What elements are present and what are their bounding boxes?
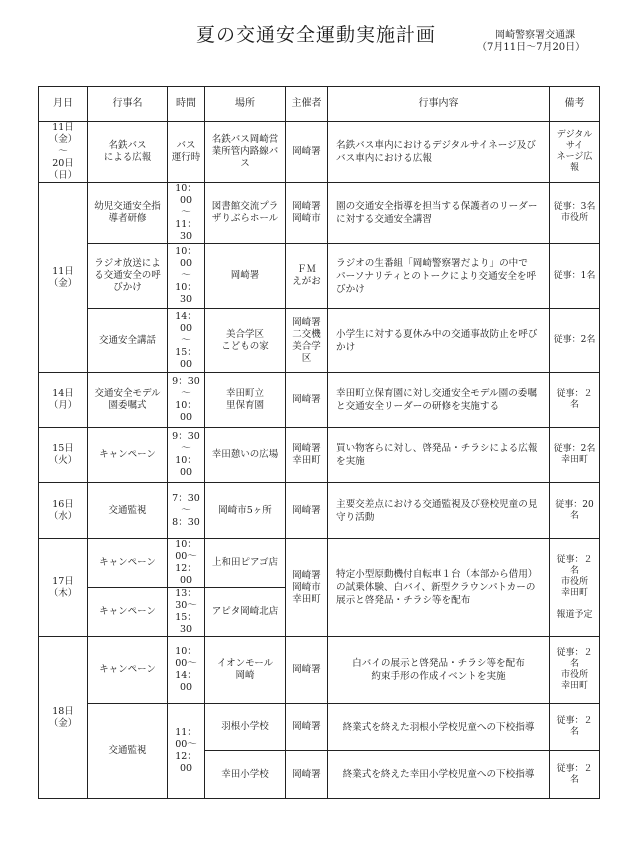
column-header-date: 月日 [39,87,88,122]
content-text: 終業式を終えた羽根小学校児童への下校指導 [342,721,535,733]
cell-event: 交通安全講話 [88,309,168,373]
cell-place: 岡崎市5ヶ所 [205,483,286,539]
table-row [39,244,600,309]
cell-event: キャンペーン [88,637,168,704]
cell-place: 上和田ピアゴ店 [205,539,286,588]
cell-note: デジタルサイ ネージ広報 [550,122,600,183]
table-row [39,539,600,588]
cell-event: 交通監視 [88,483,168,539]
column-header-note: 備考 [550,87,600,122]
cell-note: 従事：２名 [550,704,600,751]
cell-organizer: 岡崎署 岡崎市 幸田町 [286,539,328,637]
cell-place: 羽根小学校 [205,704,286,751]
cell-place: 幸田憩いの広場 [205,428,286,483]
cell-place: 岡崎署 [205,244,286,309]
cell-organizer: 岡崎署 岡崎市 [286,183,328,244]
organization-name: 岡崎警察署交通課 [495,30,576,41]
cell-content: 幸田町立保育園に対し交通安全モデル園の委嘱 と交通安全リーダーの研修を実施する [328,373,550,428]
cell-time: 10：00～ 14：00 [168,637,205,704]
cell-time: 9：30 ～ 10：00 [168,428,205,483]
cell-organizer: 岡崎署 [286,637,328,704]
issuing-organization [477,30,586,54]
cell-date: 16日（水） [39,483,88,539]
cell-note: 従事：2名 [550,309,600,373]
cell-time: 7：30 ～ 8：30 [168,483,205,539]
cell-organizer: 岡崎署 [286,704,328,751]
table-row [39,122,600,183]
cell-date: 18日（金） [39,637,88,799]
cell-note: 従事：２名 [550,373,600,428]
table-row [39,428,600,483]
cell-time: バス 運行時 [168,122,205,183]
cell-time: 10：00 ～ 10：30 [168,244,205,309]
cell-content: 買い物客らに対し、啓発品・チラシによる広報 を実施 [328,428,550,483]
cell-event: ラジオ放送によ る交通安全の呼 びかけ [88,244,168,309]
cell-place: 図書館交流プラ ザりぶらホール [205,183,286,244]
cell-date: 15日（火） [39,428,88,483]
cell-organizer: 岡崎署 幸田町 [286,428,328,483]
cell-time: 11：00～ 12：00 [168,704,205,799]
column-header-place: 場所 [205,87,286,122]
cell-time: 10：00～ 12：00 [168,539,205,588]
cell-organizer: 岡崎署 [286,751,328,799]
cell-time: 14：00 ～ 15：00 [168,309,205,373]
cell-note: 従事：２名 市役所 幸田町 [550,637,600,704]
cell-event: 幼児交通安全指 導者研修 [88,183,168,244]
content-text: 終業式を終えた幸田小学校児童への下校指導 [342,769,535,780]
table-row [39,483,600,539]
cell-note: 従事：20名 [550,483,600,539]
cell-content: 名鉄バス車内におけるデジタルサイネージ及び バス車内における広報 [328,122,550,183]
cell-date: 11日（金） [39,183,88,373]
table-header-row [39,87,600,122]
table-row [39,309,600,373]
cell-date: 11日（金） ～ 20日（日） [39,122,88,183]
cell-date: 17日（木） [39,539,88,637]
cell-content: 園の交通安全指導を担当する保護者のリーダー に対する交通安全講習 [328,183,550,244]
cell-content [328,637,550,704]
cell-event: キャンペーン [88,428,168,483]
content-text: 白バイの展示と啓発品・チラシ等を配布 約束手形の作成イベントを実施 [352,658,525,682]
cell-content: 主要交差点における交通監視及び登校児童の見 守り活動 [328,483,550,539]
cell-note: 従事：２名 [550,751,600,799]
column-header-event: 行事名 [88,87,168,122]
cell-content: ラジオの生番組「岡崎警察署だより」の中で パーソナリティとのトークにより交通安全を呼 びかけ [328,244,550,309]
column-header-time: 時間 [168,87,205,122]
table-row [39,637,600,704]
cell-event: キャンペーン [88,539,168,588]
cell-time: 10：00 ～ 11：30 [168,183,205,244]
cell-organizer: 岡崎署 二交機 美合学区 [286,309,328,373]
cell-organizer: ＦＭ えがお [286,244,328,309]
cell-note: 従事：2名 幸田町 [550,428,600,483]
cell-content [328,751,550,799]
cell-content: 特定小型原動機付自転車１台（本部から借用） の試乗体験、白バイ、新型クラウンパトカーの 展示と啓発品・チラシ等を配布 [328,539,550,637]
cell-event: 交通安全モデル 園委嘱式 [88,373,168,428]
cell-organizer: 岡崎署 [286,373,328,428]
cell-place: アピタ岡崎北店 [205,588,286,637]
cell-place: 幸田小学校 [205,751,286,799]
cell-organizer: 岡崎署 [286,122,328,183]
cell-place: 名鉄バス岡崎営 業所管内路線バ ス [205,122,286,183]
cell-place: イオンモール 岡崎 [205,637,286,704]
cell-note: 従事：3名 市役所 [550,183,600,244]
cell-content [328,704,550,751]
cell-place: 幸田町立 里保育園 [205,373,286,428]
cell-time: 9：30 ～ 10：00 [168,373,205,428]
cell-organizer: 岡崎署 [286,483,328,539]
cell-note: 従事：２名 市役所 幸田町 報道予定 [550,539,600,637]
cell-note: 従事：1名 [550,244,600,309]
table-row [39,183,600,244]
campaign-period: （7月11日～7月20日） [477,42,586,53]
cell-time: 13：30～ 15：30 [168,588,205,637]
cell-event: 名鉄バス による広報 [88,122,168,183]
cell-content: 小学生に対する夏休み中の交通事故防止を呼び かけ [328,309,550,373]
cell-event: 交通監視 [88,704,168,799]
table-row [39,373,600,428]
page-title: 夏の交通安全運動実施計画 [195,24,436,46]
cell-place: 美合学区 こどもの家 [205,309,286,373]
column-header-organizer: 主催者 [286,87,328,122]
event-schedule-table [38,86,600,799]
cell-event: キャンペーン [88,588,168,637]
column-header-content: 行事内容 [328,87,550,122]
table-row [39,704,600,751]
cell-date: 14日（月） [39,373,88,428]
